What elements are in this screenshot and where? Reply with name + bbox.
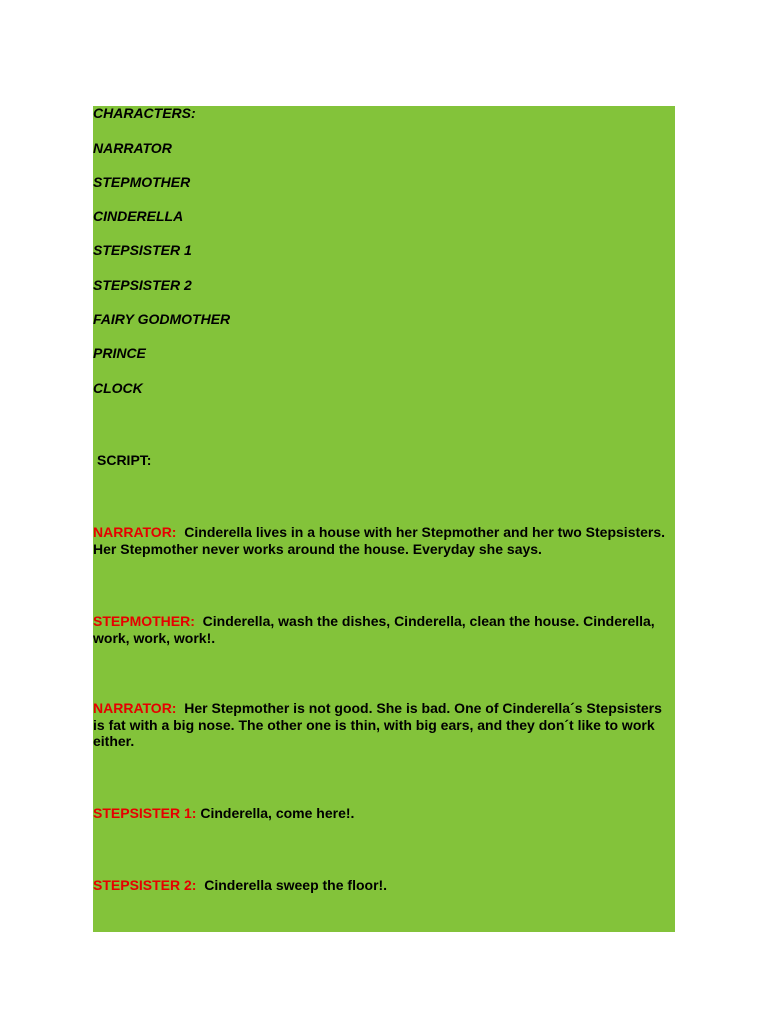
- character-item-stepsister-1: STEPSISTER 1: [93, 242, 192, 258]
- line-text: Cinderella, come here!.: [200, 805, 355, 821]
- character-item-stepmother: STEPMOTHER: [93, 174, 191, 190]
- character-item-narrator: NARRATOR: [93, 140, 172, 156]
- script-line-narrator-2: [93, 700, 668, 750]
- speaker-label: STEPSISTER 1:: [93, 805, 197, 821]
- characters-heading: CHARACTERS:: [93, 105, 196, 121]
- line-text: Cinderella, wash the dishes, Cinderella, clean the house. Cinderella, work, work, work!.: [93, 613, 655, 646]
- line-text: Cinderella lives in a house with her Stepmother and her two Stepsisters. Her Stepmother never works around the house. Everyday she says.: [93, 524, 666, 557]
- character-item-stepsister-2: STEPSISTER 2: [93, 277, 192, 293]
- speaker-label: NARRATOR:: [93, 524, 177, 540]
- character-item-clock: CLOCK: [93, 380, 143, 396]
- script-line-stepmother: [93, 613, 668, 646]
- script-heading: SCRIPT:: [97, 452, 152, 468]
- script-line-narrator-1: [93, 524, 668, 557]
- character-item-fairy-godmother: FAIRY GODMOTHER: [93, 311, 231, 327]
- script-line-stepsister-1: [93, 805, 668, 822]
- speaker-label: NARRATOR:: [93, 700, 177, 716]
- speaker-label: STEPSISTER 2:: [93, 877, 197, 893]
- character-item-cinderella: CINDERELLA: [93, 208, 184, 224]
- line-text: Cinderella sweep the floor!.: [204, 877, 388, 893]
- line-text: Her Stepmother is not good. She is bad. One of Cinderella´s Stepsisters is fat with a big nose. The other one is thin, with big ears, and they don´t like to work either.: [93, 700, 662, 749]
- speaker-label: STEPMOTHER:: [93, 613, 195, 629]
- script-line-stepsister-2: [93, 877, 668, 894]
- character-item-prince: PRINCE: [93, 345, 146, 361]
